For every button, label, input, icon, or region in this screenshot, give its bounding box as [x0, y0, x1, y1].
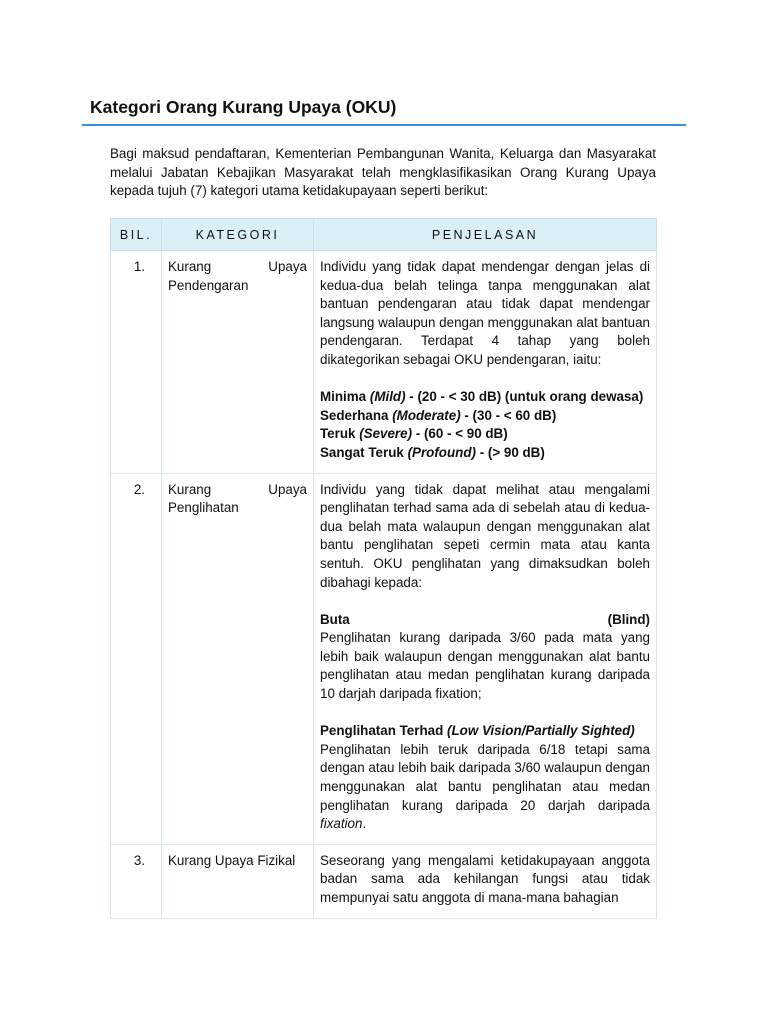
row-category: [162, 251, 314, 474]
category-word: Pendengaran: [168, 277, 249, 293]
header-penjelasan: PENJELASAN: [314, 219, 657, 251]
page-title: Kategori Orang Kurang Upaya (OKU): [90, 97, 397, 117]
row-description: [314, 251, 657, 474]
row-number: 3.: [111, 844, 162, 918]
subcategory-title: Buta (Blind): [320, 611, 650, 627]
row-category: Kurang Upaya Fizikal: [162, 844, 314, 918]
description-text: Individu yang tidak dapat mendengar dengan jelas di kedua-dua belah telinga tanpa menggunakan alat bantuan pendengaran atau tidak dapat mendengar langsung walaupun dengan menggunakan alat bantuan pendengaran. Terdapat 4 tahap yang boleh dikategorikan sebagai OKU pendengaran, iaitu:: [320, 259, 650, 367]
subcategory-description: Penglihatan lebih teruk daripada 6/18 tetapi sama dengan atau lebih baik daripada 3/60 walaupun dengan menggunakan alat bantu penglihatan atau medan penglihatan kurang daripada 20 darjah daripada fixation.: [320, 741, 650, 832]
category-word: Upaya: [268, 259, 307, 274]
title-underline: [82, 124, 686, 126]
category-word: Penglihatan: [168, 500, 239, 516]
table-header-row: [111, 219, 657, 251]
row-description: [314, 473, 657, 844]
category-word: Upaya: [268, 481, 307, 497]
row-number: 2.: [111, 473, 162, 844]
row-category: [162, 473, 314, 844]
category-word: Kurang: [168, 259, 212, 274]
subcategory-description: Penglihatan kurang daripada 3/60 pada mata yang lebih baik walaupun dengan menggunakan alat bantu penglihatan atau medan penglihatan kurang daripada 10 darjah daripada fixation;: [320, 630, 650, 702]
subcategory-title: Penglihatan Terhad (Low Vision/Partially Sighted): [320, 723, 635, 739]
table-row: [111, 251, 657, 474]
category-word: Kurang: [168, 481, 212, 497]
hearing-level: Sederhana (Moderate) - (30 - < 60 dB): [320, 407, 557, 423]
table-row: [111, 844, 657, 918]
oku-category-table: [110, 218, 657, 919]
header-kategori: KATEGORI: [162, 219, 314, 251]
row-number: 1.: [111, 251, 162, 474]
hearing-level: Minima (Mild) - (20 - < 30 dB) (untuk orang dewasa): [320, 389, 644, 405]
table-row: [111, 473, 657, 844]
header-bil: BIL.: [111, 219, 162, 251]
hearing-level: Teruk (Severe) - (60 - < 90 dB): [320, 426, 508, 442]
hearing-level: Sangat Teruk (Profound) - (> 90 dB): [320, 444, 545, 460]
intro-paragraph: Bagi maksud pendaftaran, Kementerian Pembangunan Wanita, Keluarga dan Masyarakat melalui Jabatan Kebajikan Masyarakat telah mengklasifikasikan Orang Kurang Upaya kepada tujuh (7) kategori utama ketidakupayaan seperti berikut:: [110, 146, 656, 198]
description-text: Individu yang tidak dapat melihat atau mengalami penglihatan terhad sama ada di sebelah atau di kedua-dua belah mata walaupun dengan menggunakan alat bantu penglihatan sepeti cermin mata atau kanta sentuh. OKU penglihatan yang dimaksudkan boleh dibahagi kepada:: [320, 481, 650, 590]
oku-table-container: [110, 218, 656, 905]
row-description: Seseorang yang mengalami ketidakupayaan anggota badan sama ada kehilangan fungsi atau tidak mempunyai satu anggota di mana-mana bahagian: [314, 844, 657, 918]
